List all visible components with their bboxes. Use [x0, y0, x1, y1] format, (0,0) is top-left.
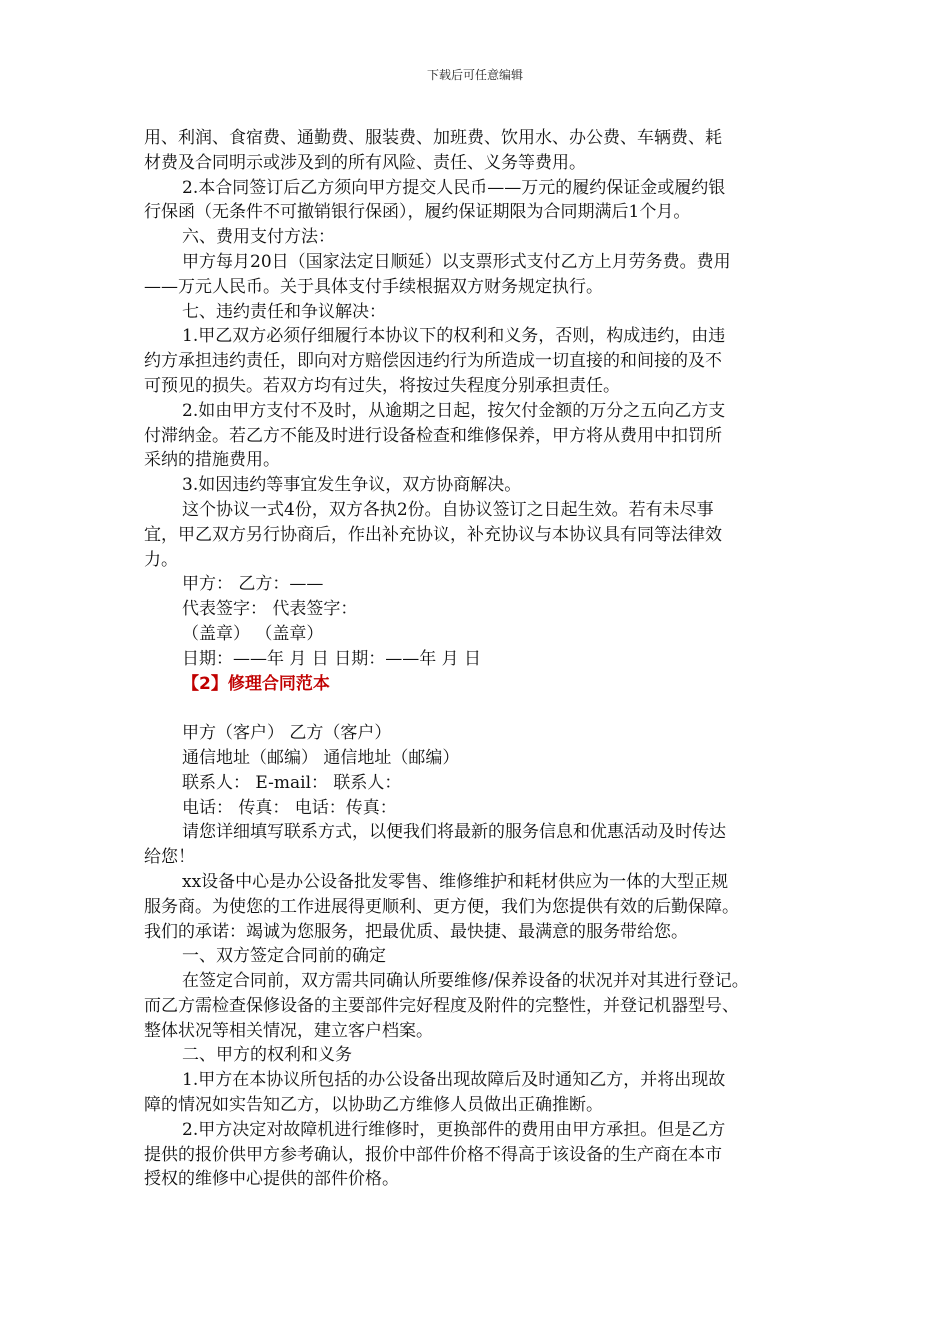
paragraph-line: 2.本合同签订后乙方须向甲方提交人民币——万元的履约保证金或履约银 — [182, 177, 726, 198]
contact-line: 联系人： E-mail： 联系人： — [182, 772, 402, 793]
paragraph-line: 而乙方需检查保修设备的主要部件完好程度及附件的完整性，并登记机器型号、 — [144, 995, 739, 1016]
party-line: 甲方（客户） 乙方（客户） — [182, 723, 392, 744]
paragraph-line: 障的情况如实告知乙方，以协助乙方维修人员做出正确推断。 — [144, 1095, 603, 1116]
paragraph-line: 采纳的措施费用。 — [144, 450, 280, 471]
document-body — [144, 126, 810, 1192]
paragraph-line: 在签定合同前，双方需共同确认所要维修/保养设备的状况并对其进行登记。 — [182, 971, 749, 992]
paragraph-line: 给您！ — [144, 847, 195, 868]
signature-party-line: 甲方： 乙方：—— — [182, 574, 324, 595]
paragraph-line: 2.甲方决定对故障机进行维修时，更换部件的费用由甲方承担。但是乙方 — [182, 1119, 726, 1140]
page-header: 下载后可任意编辑 — [426, 68, 523, 82]
signature-sign-line: 代表签字： 代表签字： — [182, 599, 358, 620]
section-title: 【2】修理合同范本 — [182, 673, 330, 694]
signature-seal-line: （盖章） （盖章） — [182, 623, 324, 644]
paragraph-line: 材费及合同明示或涉及到的所有风险、责任、义务等费用。 — [144, 152, 586, 173]
paragraph-line: 可预见的损失。若双方均有过失，将按过失程度分别承担责任。 — [144, 375, 620, 396]
paragraph-line: 甲方每月20日（国家法定日顺延）以支票形式支付乙方上月劳务费。费用 — [182, 251, 731, 272]
paragraph-line: 1.甲方在本协议所包括的办公设备出现故障后及时通知乙方，并将出现故 — [182, 1070, 726, 1091]
address-line: 通信地址（邮编） 通信地址（邮编） — [182, 747, 460, 768]
paragraph-line: 授权的维修中心提供的部件价格。 — [144, 1169, 399, 1190]
paragraph-line: 1.甲乙双方必须仔细履行本协议下的权利和义务，否则，构成违约，由违 — [182, 326, 726, 347]
paragraph-line: 2.如由甲方支付不及时，从逾期之日起，按欠付金额的万分之五向乙方支 — [182, 400, 726, 421]
paragraph-line: 提供的报价供甲方参考确认，报价中部件价格不得高于该设备的生产商在本市 — [144, 1144, 722, 1165]
paragraph-line: xx设备中心是办公设备批发零售、维修维护和耗材供应为一体的大型正规 — [182, 871, 729, 892]
section-heading: 七、违约责任和争议解决： — [182, 301, 386, 322]
paragraph-line: 整体状况等相关情况，建立客户档案。 — [144, 1020, 433, 1041]
paragraph-line: 服务商。为使您的工作进展得更顺利、更方便，我们为您提供有效的后勤保障。 — [144, 896, 739, 917]
paragraph-line: 约方承担违约责任，即向对方赔偿因违约行为所造成一切直接的和间接的及不 — [144, 351, 722, 372]
phone-line: 电话： 传真： 电话：传真： — [182, 797, 397, 818]
paragraph-line: 付滞纳金。若乙方不能及时进行设备检查和维修保养，甲方将从费用中扣罚所 — [144, 425, 722, 446]
signature-date-line: 日期：——年 月 日 日期：——年 月 日 — [182, 648, 482, 669]
paragraph-line: 3.如因违约等事宜发生争议，双方协商解决。 — [182, 475, 522, 496]
section-heading: 六、费用支付方法： — [182, 227, 335, 248]
section-heading: 一、双方签定合同前的确定 — [182, 946, 386, 967]
paragraph-line: 宜，甲乙双方另行协商后，作出补充协议，补充协议与本协议具有同等法律效 — [144, 524, 722, 545]
paragraph-line: 用、利润、食宿费、通勤费、服装费、加班费、饮用水、办公费、车辆费、耗 — [144, 128, 722, 148]
paragraph-line: 行保函（无条件不可撤销银行保函），履约保证期限为合同期满后1个月。 — [144, 202, 691, 223]
section-heading: 二、甲方的权利和义务 — [182, 1045, 352, 1066]
blank-line — [144, 696, 810, 721]
paragraph-line: 这个协议一式4份，双方各执2份。自协议签订之日起生效。若有未尽事 — [182, 499, 714, 520]
paragraph-line: 请您详细填写联系方式，以便我们将最新的服务信息和优惠活动及时传达 — [182, 822, 726, 843]
paragraph-line: 我们的承诺：竭诚为您服务，把最优质、最快捷、最满意的服务带给您。 — [144, 921, 688, 942]
paragraph-line: 力。 — [144, 549, 178, 570]
paragraph-line: ——万元人民币。关于具体支付手续根据双方财务规定执行。 — [144, 276, 603, 297]
